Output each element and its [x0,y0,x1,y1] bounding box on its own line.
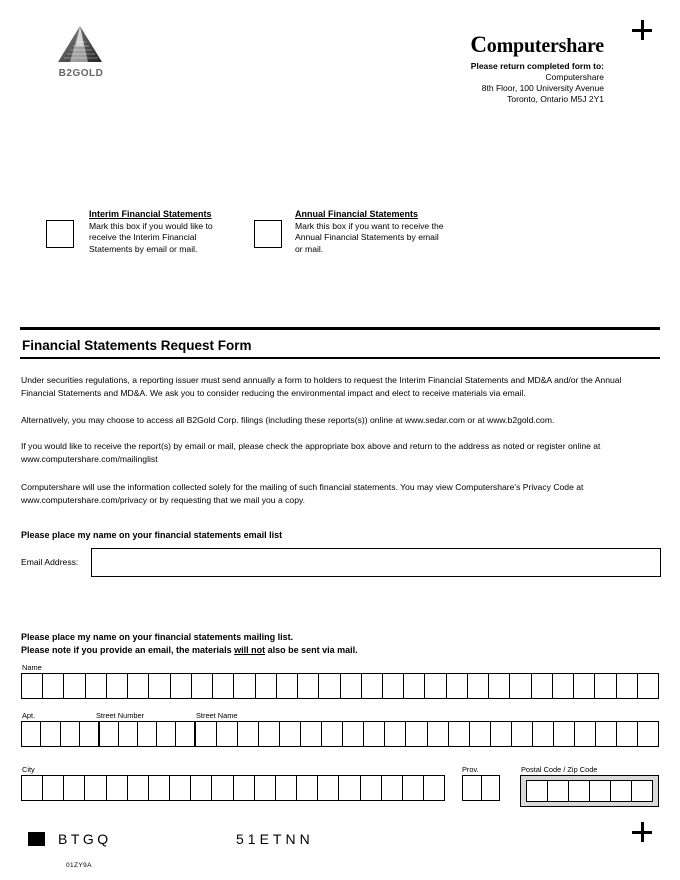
comb-cell[interactable] [385,722,406,746]
comb-cell[interactable] [527,781,548,801]
mailing-list-note [21,644,358,657]
comb-cell[interactable] [85,776,106,800]
comb-cell[interactable] [532,674,553,698]
comb-cell[interactable] [611,781,632,801]
name-input[interactable] [21,673,659,699]
divider-under-title [20,357,660,359]
mailing-note-post: also be sent via mail. [265,645,358,655]
comb-cell[interactable] [149,776,170,800]
paragraph-privacy: Computershare will use the information collected solely for the mailing of such financial statements. You may view Computershare's Privacy Code at www.computershare.com/privacy or by requesting that we mail you a copy. [21,482,584,505]
comb-cell[interactable] [43,674,64,698]
email-address-input[interactable] [91,548,661,577]
city-label: City [22,765,35,774]
comb-cell[interactable] [234,674,255,698]
comb-cell[interactable] [22,674,43,698]
comb-cell[interactable] [234,776,255,800]
paragraph-register-online: If you would like to receive the report(s) by email or mail, please check the appropriate box above and return to the address as noted or register online at www.computershare.com/mailinglist [21,441,601,464]
mailing-list-heading: Please place my name on your financial statements mailing list. [21,632,294,642]
comb-cell[interactable] [138,722,157,746]
checkbox-annual-label [295,209,445,255]
comb-cell[interactable] [280,722,301,746]
b2gold-wordmark: B2GOLD [58,68,104,79]
comb-cell[interactable] [196,722,217,746]
comb-cell[interactable] [119,722,138,746]
mailing-note-underline: will not [234,645,266,655]
comb-cell[interactable] [470,722,491,746]
checkbox-interim-label [89,209,239,255]
computershare-c-glyph: C [470,32,487,57]
comb-cell[interactable] [569,781,590,801]
checkbox-interim-financial-statements[interactable] [46,220,74,248]
registration-mark-top-right [632,20,652,40]
street-number-label: Street Number [96,711,145,720]
comb-cell[interactable] [80,722,98,746]
comb-cell[interactable] [343,722,364,746]
comb-cell[interactable] [574,674,595,698]
checkbox-annual-financial-statements[interactable] [254,220,282,248]
comb-cell[interactable] [382,776,403,800]
comb-cell[interactable] [22,722,41,746]
page-title: Financial Statements Request Form [22,338,252,353]
comb-cell[interactable] [319,674,340,698]
comb-cell[interactable] [341,674,362,698]
comb-cell[interactable] [297,776,318,800]
computershare-wordmark: omputershare [486,35,604,57]
comb-cell[interactable] [406,722,427,746]
comb-cell[interactable] [425,674,446,698]
comb-cell[interactable] [64,674,85,698]
comb-cell[interactable] [64,776,85,800]
comb-cell[interactable] [468,674,489,698]
comb-cell[interactable] [590,781,611,801]
comb-cell[interactable] [596,722,617,746]
comb-cell[interactable] [362,674,383,698]
apt-label: Apt. [22,711,36,720]
comb-cell[interactable] [171,674,192,698]
comb-cell[interactable] [100,722,119,746]
comb-cell[interactable] [157,722,176,746]
email-address-label: Email Address: [21,557,79,567]
comb-cell[interactable] [192,674,213,698]
comb-cell[interactable] [256,674,277,698]
comb-cell[interactable] [383,674,404,698]
comb-cell[interactable] [43,776,64,800]
comb-cell[interactable] [61,722,80,746]
comb-cell[interactable] [322,722,343,746]
comb-cell[interactable] [617,722,638,746]
city-input[interactable] [21,775,445,801]
checkbox-annual-title: Annual Financial Statements [295,209,419,219]
footer-code-left: BTGQ [58,831,112,847]
street-name-input[interactable] [195,721,659,747]
paragraph-regulations: Under securities regulations, a reporting issuer must send annually a form to holders to request the Interim Financial Statements and MD&A and/or the Annual Financial Statements and MD&A. We ask you to consider reducing the environmental impact and elect to receive materials via email. [21,375,622,398]
comb-cell[interactable] [463,776,482,800]
return-address-line4: Toronto, Ontario M5J 2Y1 [507,94,604,104]
comb-cell[interactable] [595,674,616,698]
comb-cell[interactable] [107,674,128,698]
comb-cell[interactable] [255,776,276,800]
mountain-icon [58,24,104,64]
street-name-label: Street Name [196,711,238,720]
comb-cell[interactable] [489,674,510,698]
divider-top [20,327,660,330]
postal-code-label: Postal Code / Zip Code [521,765,598,774]
b2gold-logo [52,24,110,84]
comb-cell[interactable] [170,776,191,800]
return-address-line3: 8th Floor, 100 University Avenue [481,83,604,93]
comb-cell[interactable] [22,776,43,800]
comb-cell[interactable] [533,722,554,746]
computershare-logo [470,32,604,58]
comb-cell[interactable] [617,674,638,698]
comb-cell[interactable] [213,674,234,698]
comb-cell[interactable] [217,722,238,746]
comb-cell[interactable] [575,722,596,746]
comb-cell[interactable] [259,722,280,746]
name-label: Name [22,663,42,672]
apt-input[interactable] [21,721,99,747]
comb-cell[interactable] [447,674,468,698]
return-address-line2: Computershare [545,72,604,82]
footer-black-square [28,832,45,846]
footer-code-small: 01ZY9A [66,862,92,869]
comb-cell[interactable] [212,776,233,800]
comb-cell[interactable] [632,781,652,801]
comb-cell[interactable] [128,776,149,800]
prov-input[interactable] [462,775,500,801]
return-address-line1: Please return completed form to: [470,61,604,71]
comb-cell[interactable] [318,776,339,800]
mailing-note-pre: Please note if you provide an email, the materials [21,645,235,655]
comb-cell[interactable] [301,722,322,746]
footer-code-right: 51ETNN [236,831,314,847]
comb-cell[interactable] [553,674,574,698]
comb-cell[interactable] [510,674,531,698]
comb-cell[interactable] [428,722,449,746]
comb-cell[interactable] [361,776,382,800]
checkbox-interim-description: Mark this box if you would like to receive the Interim Financial Statements by email or mail. [89,221,213,254]
comb-cell[interactable] [491,722,512,746]
comb-cell[interactable] [107,776,128,800]
comb-cell[interactable] [41,722,60,746]
comb-cell[interactable] [339,776,360,800]
comb-cell[interactable] [554,722,575,746]
street-number-input[interactable] [99,721,195,747]
comb-cell[interactable] [276,776,297,800]
comb-cell[interactable] [404,674,425,698]
comb-cell[interactable] [128,674,149,698]
comb-cell[interactable] [512,722,533,746]
comb-cell[interactable] [238,722,259,746]
comb-cell[interactable] [424,776,444,800]
comb-cell[interactable] [638,674,658,698]
email-list-heading: Please place my name on your financial statements email list [21,530,283,540]
comb-cell[interactable] [277,674,298,698]
comb-cell[interactable] [191,776,212,800]
registration-mark-bottom-right [632,822,652,842]
postal-code-input[interactable] [520,775,659,807]
comb-cell[interactable] [403,776,424,800]
paragraph-online-access: Alternatively, you may choose to access all B2Gold Corp. filings (including these reports(s)) online at www.sedar.com or at www.b2gold.com. [21,415,555,425]
prov-label: Prov. [462,765,479,774]
comb-cell[interactable] [298,674,319,698]
comb-cell[interactable] [482,776,500,800]
comb-cell[interactable] [548,781,569,801]
return-address-block [344,61,604,105]
checkbox-annual-description: Mark this box if you want to receive the Annual Financial Statements by email or mail. [295,221,444,254]
comb-cell[interactable] [364,722,385,746]
comb-cell[interactable] [449,722,470,746]
checkbox-interim-title: Interim Financial Statements [89,209,212,219]
comb-cell[interactable] [149,674,170,698]
comb-cell[interactable] [176,722,194,746]
comb-cell[interactable] [638,722,658,746]
comb-cell[interactable] [86,674,107,698]
